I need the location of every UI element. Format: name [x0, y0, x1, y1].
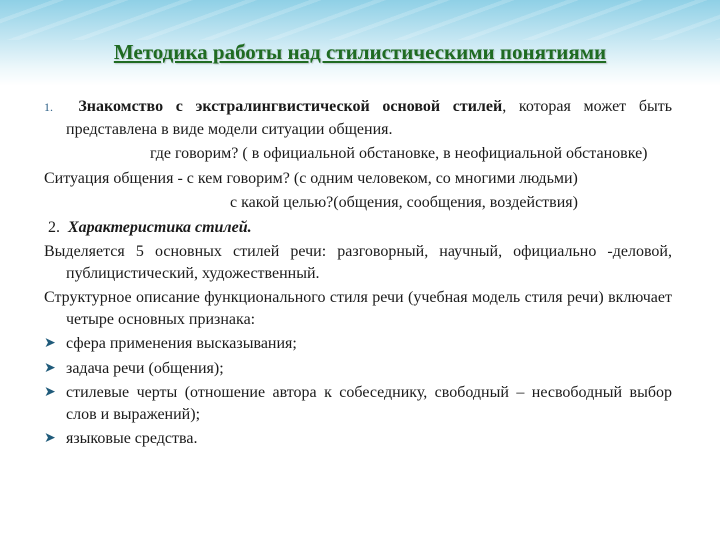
where-line [44, 143, 672, 165]
purpose-line-text: с какой целью?(общения, сообщения, воздействия) [230, 194, 578, 211]
arrow-bullet-icon: ➤ [44, 360, 56, 376]
arrow-bullet-icon: ➤ [44, 336, 56, 351]
slide-title: Методика работы над стилистическими понятиями [113, 40, 607, 64]
item-2-number: 2. [48, 218, 60, 236]
item-1-text: , которая может быть представлена в виде модели ситуации общения. [66, 98, 673, 138]
bullet-text: стилевые черты (отношение автора к собеседнику, свободный – несвободный выбор слов и выражений); [66, 384, 672, 423]
situation-line: Ситуация общения - с кем говорим? (с одним человеком, со многими людьми) [44, 169, 578, 187]
bullet-item [44, 428, 672, 450]
item-1-number: 1. [44, 100, 53, 114]
item-2 [44, 217, 672, 239]
arrow-bullet-icon: ➤ [44, 431, 56, 446]
item-1-heading: Знакомство с экстралингвистической основой стилей [78, 98, 503, 115]
slide-content [44, 96, 672, 453]
bullet-item [44, 333, 672, 355]
styles-line: Выделяется 5 основных стилей речи: разговорный, научный, официально -деловой, публицистический, художественный. [44, 243, 672, 282]
bullet-item [44, 382, 672, 425]
bullet-item [44, 358, 672, 380]
purpose-line [44, 192, 672, 214]
where-line-text: где говорим? ( в официальной обстановке, в неофициальной обстановке) [150, 145, 648, 162]
bullet-text: задача речи (общения); [66, 359, 224, 377]
bullet-text: языковые средства. [66, 430, 198, 447]
bullet-text: сфера применения высказывания; [66, 335, 297, 352]
item-1 [44, 96, 672, 140]
item-2-heading: Характеристика стилей. [68, 218, 252, 236]
structural-line: Структурное описание функционального стиля речи (учебная модель стиля речи) включает четыре основных признака: [44, 289, 672, 328]
arrow-bullet-icon: ➤ [44, 385, 56, 400]
